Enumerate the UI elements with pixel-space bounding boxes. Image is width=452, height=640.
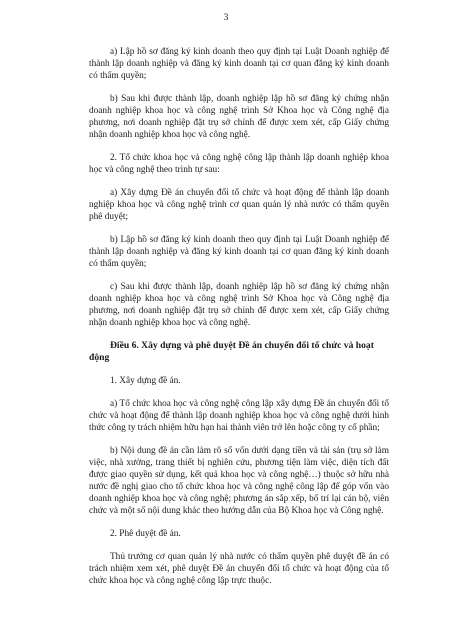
- paragraph-2-intro: 2. Tổ chức khoa học và công nghệ công lập thành lập doanh nghiệp khoa học và công nghệ theo trình tự sau:: [89, 153, 389, 175]
- article-6-heading: Điều 6. Xây dựng và phê duyệt Đề án chuyển đổi tổ chức và hoạt động: [89, 340, 374, 363]
- section-1b-text: b) Nội dung đề án cần làm rõ số vốn dưới dạng tiền và tài sản (trụ sở làm việc, nhà xưởng, trang thiết bị nghiên cứu, phương tiện làm việc, diện tích đất được giao quyền sử dụng, kết quả khoa học và công nghệ…) thuộc sở hữu nhà nước đề nghị giao cho tổ chức khoa học và công nghệ công lập để góp vốn vào doanh nghiệp khoa học và công nghệ; phương án sắp xếp, bố trí lại cán bộ, viên chức và một số nội dung khác theo hướng dẫn của Bộ Khoa học và Công nghệ.: [89, 446, 389, 516]
- paragraph-2b-registration: b) Lập hồ sơ đăng ký kinh doanh theo quy định tại Luật Doanh nghiệp để thành lập doanh nghiệp và đăng ký kinh doanh tại cơ quan đăng ký kinh doanh có thẩm quyền;: [89, 235, 389, 269]
- section-1-title: 1. Xây dựng đề án.: [110, 376, 181, 386]
- paragraph-2c-certification: c) Sau khi được thành lập, doanh nghiệp lập hồ sơ đăng ký chứng nhận doanh nghiệp khoa học và công nghệ trình Sở Khoa học và Công nghệ địa phương, nơi doanh nghiệp đặt trụ sở chính để được xem xét, cấp Giấy chứng nhận doanh nghiệp khoa học và công nghệ.: [89, 282, 389, 328]
- section-1a-text: a) Tổ chức khoa học và công nghệ công lập xây dựng Đề án chuyển đổi tổ chức và hoạt động để thành lập doanh nghiệp khoa học và công nghệ dưới hình thức công ty trách nhiệm hữu hạn hai thành viên trở lên hoặc công ty cổ phần;: [89, 399, 389, 433]
- section-2-text: Thủ trưởng cơ quan quản lý nhà nước có thẩm quyền phê duyệt đề án có trách nhiệm xem xét, phê duyệt Đề án chuyển đổi tổ chức và hoạt động của tổ chức khoa học và công nghệ công lập trực thuộc.: [89, 552, 389, 586]
- paragraph-2a-project: a) Xây dựng Đề án chuyển đổi tổ chức và hoạt động để thành lập doanh nghiệp khoa học và công nghệ trình cơ quan quản lý nhà nước có thẩm quyền phê duyệt;: [89, 188, 389, 222]
- page-number: 3: [223, 13, 229, 23]
- paragraph-1b-certification: b) Sau khi được thành lập, doanh nghiệp lập hồ sơ đăng ký chứng nhận doanh nghiệp khoa học và công nghệ trình Sở Khoa học và Công nghệ địa phương, nơi doanh nghiệp đặt trụ sở chính để được xem xét, cấp Giấy chứng nhận doanh nghiệp khoa học và công nghệ.: [89, 94, 389, 140]
- document-body: [89, 46, 389, 598]
- paragraph-1a-registration: a) Lập hồ sơ đăng ký kinh doanh theo quy định tại Luật Doanh nghiệp để thành lập doanh nghiệp và đăng ký kinh doanh tại cơ quan đăng ký kinh doanh có thẩm quyền;: [89, 47, 389, 81]
- section-2-title: 2. Phê duyệt đề án.: [110, 529, 181, 539]
